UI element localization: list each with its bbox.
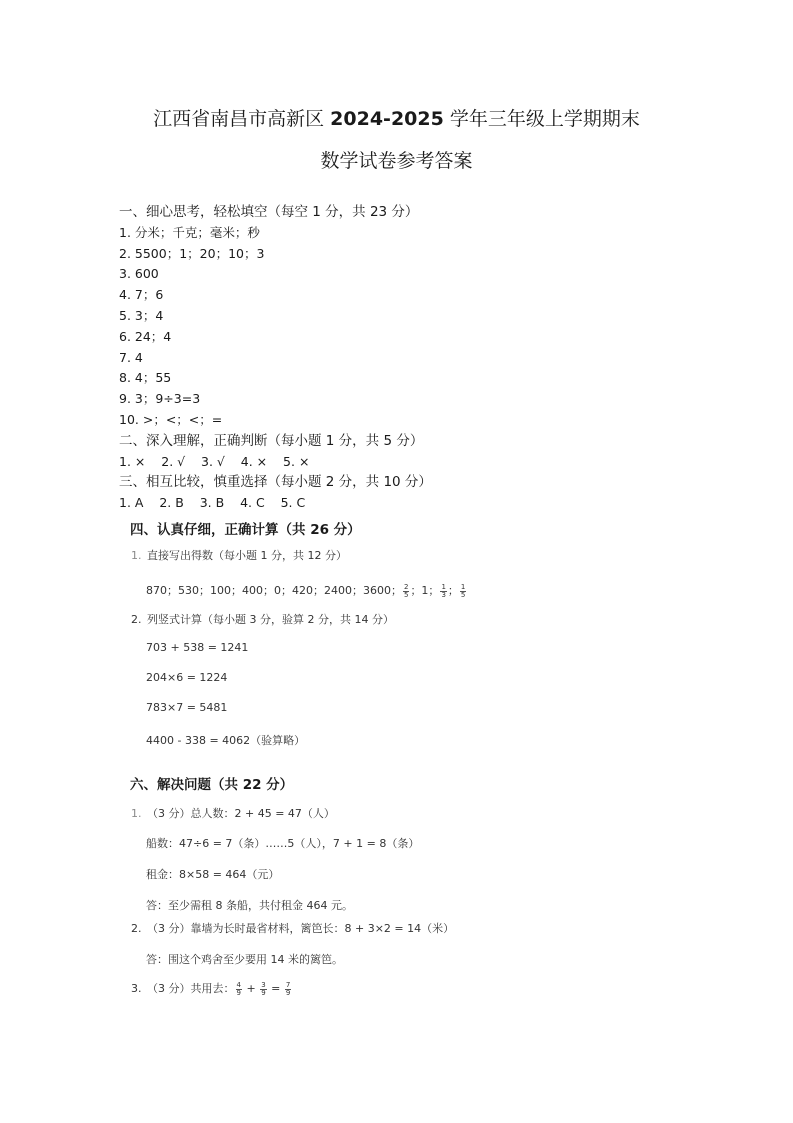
- title-suffix: 学年三年级上学期期末: [443, 108, 640, 130]
- problem-answer: 答：围这个鸡舍至少要用 14 米的篱笆。: [146, 953, 343, 966]
- fraction: $\frac{2}{5}$: [403, 582, 409, 599]
- calc-line: 204×6 = 1224: [146, 671, 228, 684]
- fraction: $\frac{1}{5}$: [460, 582, 466, 599]
- problem-line: 租金：8×58 = 464（元）: [146, 868, 280, 881]
- item-label: 列竖式计算（每小题 3 分，验算 2 分，共 14 分）: [147, 613, 394, 626]
- fraction: $\frac{7}{9}$: [285, 980, 291, 997]
- answers-part1: [119, 202, 432, 514]
- item-number: 2.: [131, 922, 142, 935]
- section-heading-1: 一、细心思考，轻松填空（每空 1 分，共 23 分）: [119, 204, 419, 220]
- direct-values: 870；530；100；400；0；420；2400；3600；: [146, 584, 402, 597]
- answer-line: 5. 3；4: [119, 307, 164, 323]
- problem-1: 1. （3 分）总人数：2 + 45 = 47（人）: [131, 807, 335, 820]
- problem-answer: 答：至少需租 8 条船，共付租金 464 元。: [146, 899, 353, 912]
- fraction: $\frac{1}{3}$: [441, 582, 446, 599]
- problem-2: 2. （3 分）靠墙为长时最省材料，篱笆长：8 + 3×2 = 14（米）: [131, 922, 455, 935]
- item-number: 2.: [131, 613, 142, 626]
- answer-line: 8. 4；55: [119, 370, 172, 386]
- title-year: 2024-2025: [330, 108, 444, 130]
- document-subtitle: 数学试卷参考答案: [320, 150, 473, 172]
- answer-line: 7. 4: [119, 349, 143, 365]
- choice-answers: 1. A 2. B 3. B 4. C 5. C: [119, 495, 306, 511]
- calc-line: 703 + 538 = 1241: [146, 641, 249, 654]
- problem-3: 3. （3 分）共用去： $\frac{4}{9}$ + $\frac{3}{9}$ = $\frac{7}{9}$: [131, 980, 291, 997]
- answer-line: 4. 7；6: [119, 287, 164, 303]
- calc-question-1: [131, 547, 347, 563]
- section-heading-3: 三、相互比较，慎重选择（每小题 2 分，共 10 分）: [119, 474, 432, 491]
- item-number: 1.: [131, 807, 142, 820]
- fraction: $\frac{3}{9}$: [261, 980, 266, 997]
- title-prefix: 江西省南昌市高新区: [153, 108, 331, 130]
- fraction: $\frac{4}{9}$: [236, 980, 241, 997]
- item-number: 3.: [131, 982, 142, 995]
- answer-line: 6. 24；4: [119, 328, 172, 344]
- document-title: [0, 104, 793, 131]
- calc-line: 783×7 = 5481: [146, 701, 228, 714]
- section-heading-2: 二、深入理解，正确判断（每小题 1 分，共 5 分）: [119, 432, 424, 449]
- section-heading-6: 六、解决问题（共 22 分）: [130, 777, 294, 793]
- answer-line: 3. 600: [119, 266, 159, 282]
- section-heading-4: 四、认真仔细，正确计算（共 26 分）: [130, 522, 361, 538]
- calc-question-2: [131, 611, 394, 627]
- answer-line: 10. >；<；<；=: [119, 411, 223, 427]
- problem-line: 船数：47÷6 = 7（条）……5（人），7 + 1 = 8（条）: [146, 837, 420, 850]
- judge-answers: 1. × 2. √ 3. √ 4. × 5. ×: [119, 453, 310, 469]
- calc-answers-1: 870；530；100；400；0；420；2400；3600； $\frac{2}{5}$ ；1； $\frac{1}{3}$ ； $\frac{1}{5}$: [146, 582, 466, 599]
- answer-line: 9. 3；9÷3=3: [119, 391, 201, 407]
- answer-line: 1. 分米；千克；毫米；秒: [119, 224, 260, 240]
- calc-line: 4400 - 338 = 4062（验算略）: [146, 734, 306, 747]
- answer-line: 2. 5500；1；20；10；3: [119, 245, 265, 261]
- item-number: 1.: [131, 549, 142, 562]
- item-label: 直接写出得数（每小题 1 分，共 12 分）: [147, 549, 347, 562]
